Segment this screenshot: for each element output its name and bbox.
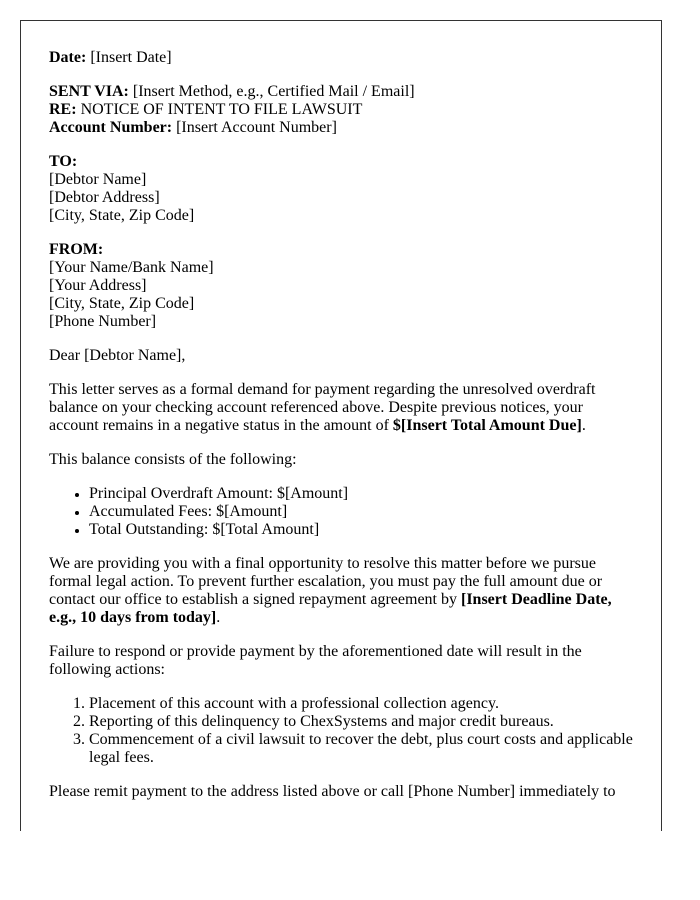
sent-via-label: SENT VIA:	[49, 83, 129, 100]
deadline-date: [Insert Deadline Date, e.g., 10 days from today]	[49, 591, 612, 626]
sender-address: [Your Address]	[49, 277, 147, 294]
total-amount-due: $[Insert Total Amount Due]	[392, 417, 582, 434]
sender-block	[49, 241, 633, 331]
consequences-intro: Failure to respond or provide payment by the aforementioned date will result in the following actions:	[49, 643, 582, 678]
final-opportunity-end: .	[216, 609, 221, 626]
demand-text-end: .	[581, 417, 586, 434]
balance-intro: This balance consists of the following:	[49, 451, 297, 468]
balance-item-principal: • Principal Overdraft Amount: $[Amount]	[89, 485, 633, 503]
consequence-item-lawsuit: 3. Commencement of a civil lawsuit to recover the debt, plus court costs and applicable legal fees.	[89, 731, 633, 767]
recipient-block	[49, 153, 633, 225]
re-line	[49, 101, 633, 119]
to-label: TO:	[49, 153, 78, 170]
sent-via-line	[49, 83, 633, 101]
account-number-label: Account Number:	[49, 119, 173, 136]
sender-phone: [Phone Number]	[49, 313, 157, 330]
final-opportunity-text: We are providing you with a final opportunity to resolve this matter before we pursue formal legal action. To prevent further escalation, you must pay the full amount due or contact our office to establish a signed repayment agreement by	[49, 555, 603, 608]
letter-document	[20, 20, 662, 831]
date-value: [Insert Date]	[86, 49, 172, 66]
balance-item-total: • Total Outstanding: $[Total Amount]	[89, 521, 633, 539]
from-label: FROM:	[49, 241, 104, 258]
consequence-item-collection: 1. Placement of this account with a professional collection agency.	[89, 695, 633, 713]
remit-payment-paragraph: Please remit payment to the address listed above or call [Phone Number] immediately to	[49, 783, 616, 800]
balance-item-fees: • Accumulated Fees: $[Amount]	[89, 503, 633, 521]
recipient-city-state-zip: [City, State, Zip Code]	[49, 207, 195, 224]
account-number-value: [Insert Account Number]	[172, 119, 337, 136]
demand-paragraph	[49, 381, 633, 435]
date-label: Date:	[49, 49, 87, 66]
reference-block	[49, 83, 633, 137]
recipient-address: [Debtor Address]	[49, 189, 160, 206]
salutation: Dear [Debtor Name],	[49, 347, 186, 364]
re-label: RE:	[49, 101, 77, 118]
consequences-list	[49, 695, 633, 767]
demand-text: This letter serves as a formal demand for payment regarding the unresolved overdraft balance on your checking account referenced above. Despite previous notices, your account remains in a negative status in the amount of	[49, 381, 596, 434]
date-line	[49, 49, 633, 67]
recipient-name: [Debtor Name]	[49, 171, 147, 188]
balance-breakdown-list	[49, 485, 633, 539]
sent-via-value: [Insert Method, e.g., Certified Mail / Email]	[128, 83, 415, 100]
sender-city-state-zip: [City, State, Zip Code]	[49, 295, 195, 312]
re-value: NOTICE OF INTENT TO FILE LAWSUIT	[76, 101, 363, 118]
consequence-item-reporting: 2. Reporting of this delinquency to ChexSystems and major credit bureaus.	[89, 713, 633, 731]
final-opportunity-paragraph	[49, 555, 633, 627]
account-number-line	[49, 119, 633, 137]
sender-name: [Your Name/Bank Name]	[49, 259, 214, 276]
